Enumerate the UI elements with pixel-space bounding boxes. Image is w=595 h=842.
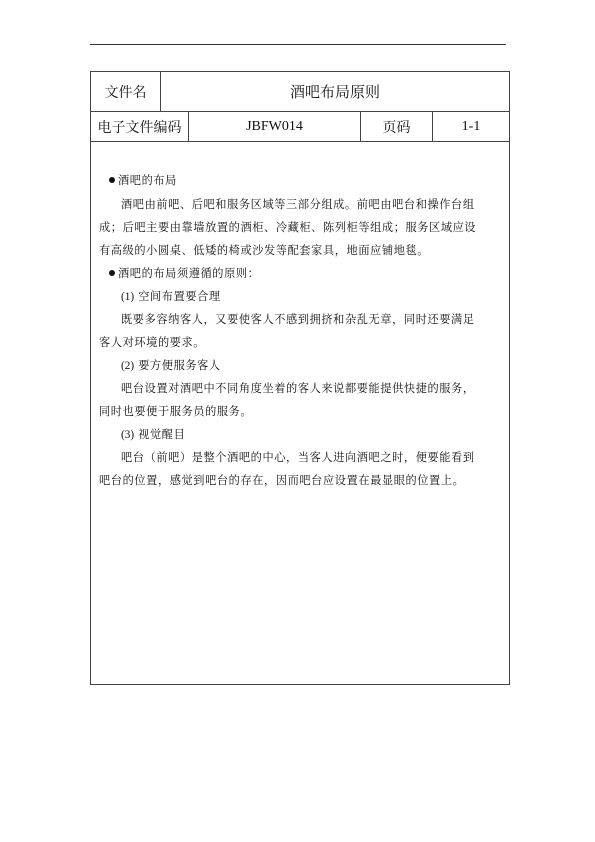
bullet-icon xyxy=(109,177,115,183)
list-item-heading: (1) 空间布置要合理 xyxy=(121,290,221,303)
code-row xyxy=(91,112,509,142)
bullet-icon xyxy=(109,270,115,276)
list-item-heading: (3) 视觉醒目 xyxy=(121,428,186,441)
document-table xyxy=(90,71,510,685)
paragraph-line: 有高级的小圆桌、低矮的椅或沙发等配套家具，地面应铺地毯。 xyxy=(99,244,430,257)
paragraph-line: 吧台的位置，感觉到吧台的存在，因而吧台应设置在最显眼的位置上。 xyxy=(99,474,465,487)
code-value: JBFW014 xyxy=(189,112,361,141)
header-rule xyxy=(90,44,506,45)
section-heading-principles: 酒吧的布局须遵循的原则： xyxy=(109,268,259,279)
paragraph-line: 吧台设置对酒吧中不同角度坐着的客人来说都要能提供快捷的服务， xyxy=(121,382,475,395)
paragraph-line: 吧台（前吧）是整个酒吧的中心，当客人进向酒吧之时，便要能看到 xyxy=(121,451,475,464)
section-heading-layout: 酒吧的布局 xyxy=(109,175,177,186)
file-name-value: 酒吧布局原则 xyxy=(289,83,380,101)
page-label: 页码 xyxy=(361,112,433,141)
list-item-heading: (2) 要方便服务客人 xyxy=(121,359,221,372)
paragraph-line: 同时也要便于服务员的服务。 xyxy=(99,405,253,418)
page-value: 1-1 xyxy=(461,118,481,134)
paragraph-line: 客人对环境的要求。 xyxy=(99,336,206,349)
paragraph-line: 成；后吧主要由靠墙放置的酒柜、冷藏柜、陈列柜等组成；服务区域应设 xyxy=(99,221,477,234)
code-label: 电子文件编码 xyxy=(91,112,189,141)
file-name-label: 文件名 xyxy=(91,72,161,111)
file-name-row xyxy=(91,72,509,112)
paragraph-line: 酒吧由前吧、后吧和服务区域等三部分组成。前吧由吧台和操作台组 xyxy=(121,198,475,211)
paragraph-line: 既要多容纳客人，又要使客人不感到拥挤和杂乱无章，同时还要满足 xyxy=(121,313,475,326)
